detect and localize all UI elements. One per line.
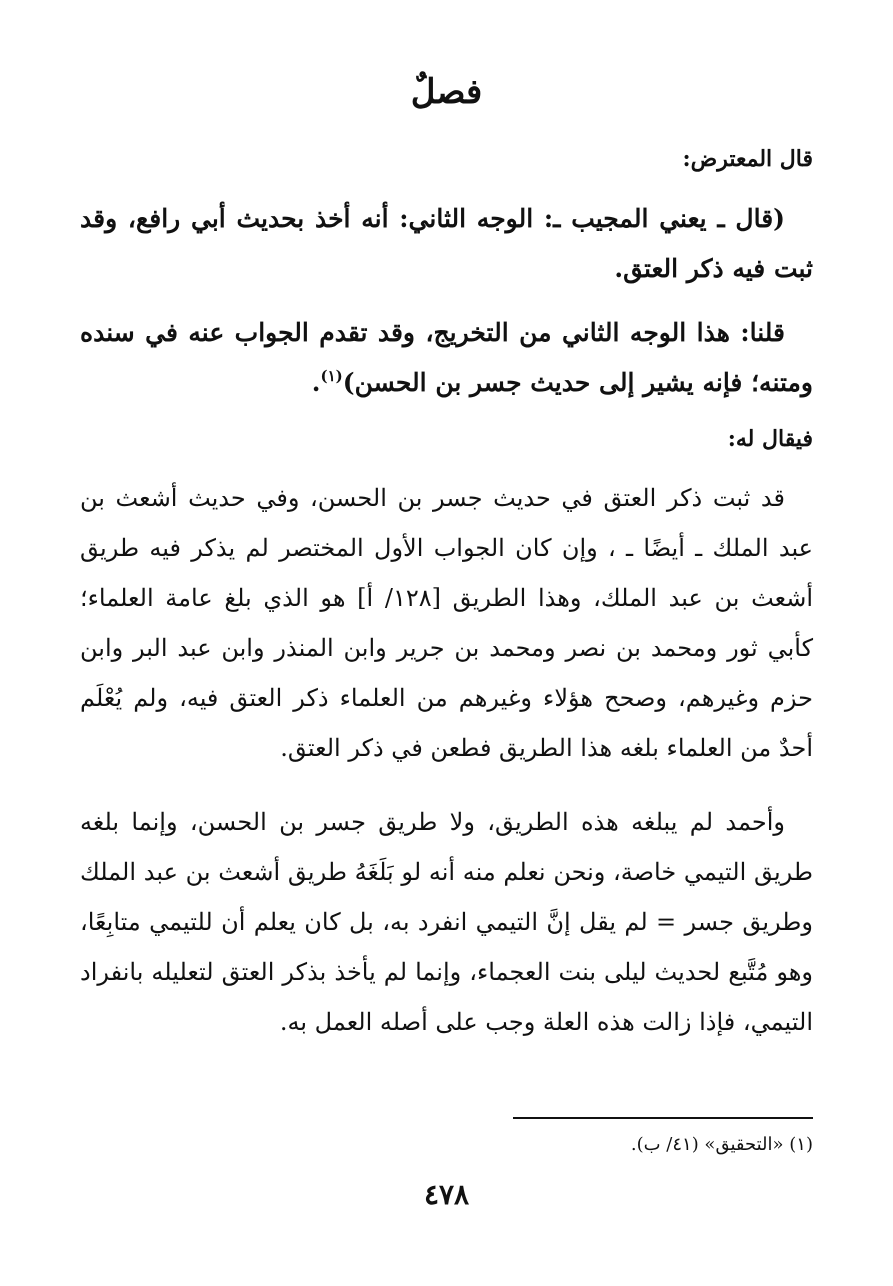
reply-block — [80, 308, 813, 408]
footnote-marker[interactable]: (١) — [320, 367, 343, 385]
reply-text: قلنا: هذا الوجه الثاني من التخريج، وقد تقدم الجواب عنه في سنده ومتنه؛ فإنه يشير إلى حديث جسر بن الحسن) — [80, 318, 813, 397]
quote-paragraph: (قال ـ يعني المجيب ـ: الوجه الثاني: أنه أخذ بحديث أبي رافع، وقد ثبت فيه ذكر العتق. — [80, 204, 813, 283]
section-title: فصلٌ — [410, 72, 483, 112]
page-number: ٤٧٨ — [423, 1178, 470, 1211]
reply-end: . — [311, 368, 321, 397]
body-paragraph-1: قد ثبت ذكر العتق في حديث جسر بن الحسن، وفي حديث أشعث بن عبد الملك ـ أيضًا ـ ، وإن كان الجواب الأول المختصر لم يذكر فيه طريق أشعث بن عبد الملك، وهذا الطريق [١٢٨/ أ] هو الذي بلغ عامة العلماء؛ كأبي ثور ومحمد بن نصر ومحمد بن جرير وابن المنذر وابن عبد البر وابن حزم وغيرهم، وصحح هؤلاء وغيرهم من العلماء ذكر العتق فيه، ولم يُعْلَم أحدٌ من العلماء بلغه هذا الطريق فطعن في ذكر العتق. — [80, 484, 814, 762]
footnote: (١) «التحقيق» (٤١/ ب). — [630, 1134, 813, 1155]
quote-block — [80, 194, 813, 294]
reply-paragraph — [80, 308, 813, 408]
objector-label: قال المعترض: — [682, 146, 813, 172]
body-paragraph-2-block — [80, 797, 813, 1047]
body-paragraph-2: وأحمد لم يبلغه هذه الطريق، ولا طريق جسر بن الحسن، وإنما بلغه طريق التيمي خاصة، ونحن نعلم منه أنه لو بَلَغَهُ طريق أشعث بن عبد الملك وطريق جسر = لم يقل إنَّ التيمي انفرد به، بل كان يعلم أن للتيمي متابِعًا، وهو مُتَّبع لحديث ليلى بنت العجماء، وإنما لم يأخذ بذكر العتق لتعليله بانفراد التيمي، فإذا زالت هذه العلة وجب على أصله العمل به. — [80, 808, 813, 1036]
response-label: فيقال له: — [727, 426, 813, 452]
body-paragraph-1-block — [80, 473, 813, 773]
footnote-divider — [513, 1117, 813, 1119]
